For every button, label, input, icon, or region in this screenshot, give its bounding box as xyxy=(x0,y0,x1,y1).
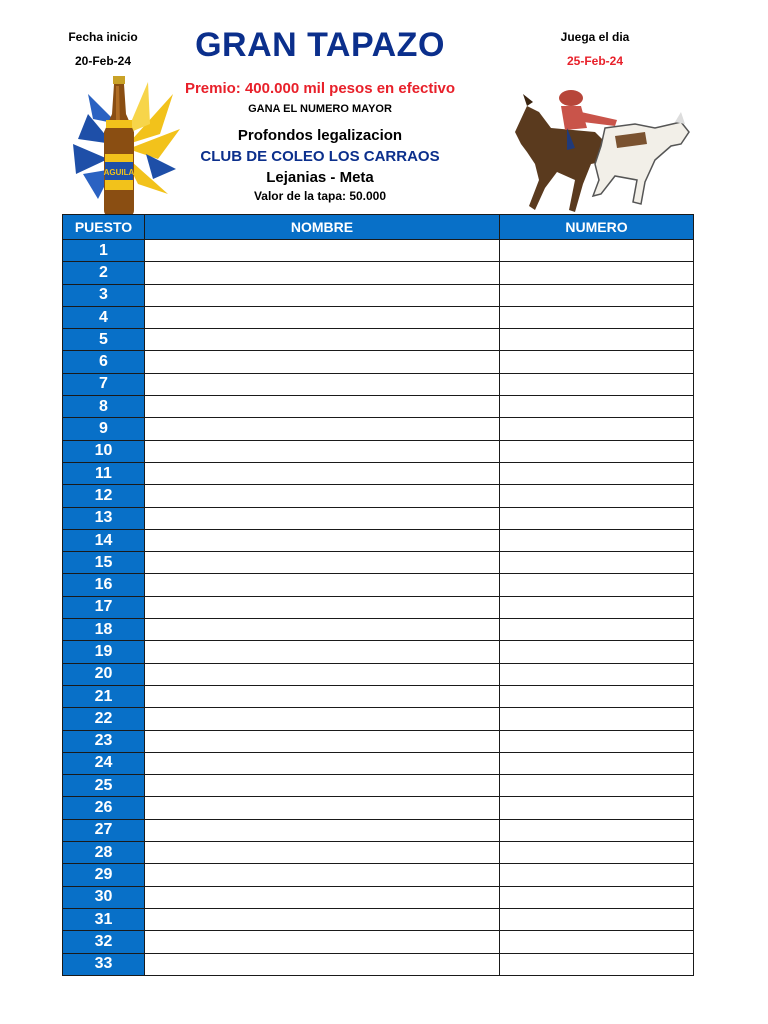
numero-cell[interactable] xyxy=(500,306,694,328)
numero-cell[interactable] xyxy=(500,886,694,908)
numero-cell[interactable] xyxy=(500,529,694,551)
numero-cell[interactable] xyxy=(500,462,694,484)
nombre-cell[interactable] xyxy=(145,329,500,351)
puesto-cell: 5 xyxy=(63,329,145,351)
nombre-cell[interactable] xyxy=(145,596,500,618)
puesto-cell: 20 xyxy=(63,663,145,685)
puesto-cell: 26 xyxy=(63,797,145,819)
nombre-cell[interactable] xyxy=(145,775,500,797)
puesto-cell: 33 xyxy=(63,953,145,975)
puesto-cell: 2 xyxy=(63,262,145,284)
table-row xyxy=(63,752,694,774)
nombre-cell[interactable] xyxy=(145,931,500,953)
puesto-cell: 28 xyxy=(63,842,145,864)
table-row xyxy=(63,329,694,351)
table-row xyxy=(63,351,694,373)
nombre-cell[interactable] xyxy=(145,351,500,373)
puesto-cell: 17 xyxy=(63,596,145,618)
coleo-rider-image xyxy=(505,84,691,214)
nombre-cell[interactable] xyxy=(145,552,500,574)
play-date-value: 25-Feb-24 xyxy=(566,54,624,68)
winner-rule-text: GANA EL NUMERO MAYOR xyxy=(248,103,392,115)
numero-cell[interactable] xyxy=(500,596,694,618)
fundraiser-purpose-text: Profondos legalizacion xyxy=(237,127,403,144)
page-title: GRAN TAPAZO xyxy=(195,26,445,64)
puesto-cell: 13 xyxy=(63,507,145,529)
nombre-cell[interactable] xyxy=(145,507,500,529)
numero-cell[interactable] xyxy=(500,240,694,262)
puesto-cell: 24 xyxy=(63,752,145,774)
column-header-puesto: PUESTO xyxy=(63,215,145,240)
numero-cell[interactable] xyxy=(500,440,694,462)
numero-cell[interactable] xyxy=(500,262,694,284)
club-name: CLUB DE COLEO LOS CARRAOS xyxy=(200,148,440,165)
table-row xyxy=(63,418,694,440)
table-row xyxy=(63,240,694,262)
numero-cell[interactable] xyxy=(500,396,694,418)
table-row xyxy=(63,507,694,529)
numero-cell[interactable] xyxy=(500,485,694,507)
puesto-cell: 31 xyxy=(63,908,145,930)
puesto-cell: 6 xyxy=(63,351,145,373)
numero-cell[interactable] xyxy=(500,619,694,641)
puesto-cell: 9 xyxy=(63,418,145,440)
nombre-cell[interactable] xyxy=(145,462,500,484)
nombre-cell[interactable] xyxy=(145,485,500,507)
beer-label-text: AGUILA xyxy=(103,168,135,177)
puesto-cell: 32 xyxy=(63,931,145,953)
table-row xyxy=(63,529,694,551)
puesto-cell: 19 xyxy=(63,641,145,663)
numero-cell[interactable] xyxy=(500,641,694,663)
puesto-cell: 30 xyxy=(63,886,145,908)
table-row xyxy=(63,708,694,730)
table-row xyxy=(63,396,694,418)
column-header-nombre: NOMBRE xyxy=(145,215,500,240)
prize-text: Premio: 400.000 mil pesos en efectivo xyxy=(184,80,456,97)
start-date-label: Fecha inicio xyxy=(68,30,138,44)
numero-cell[interactable] xyxy=(500,953,694,975)
nombre-cell[interactable] xyxy=(145,752,500,774)
puesto-cell: 1 xyxy=(63,240,145,262)
numero-cell[interactable] xyxy=(500,685,694,707)
puesto-cell: 16 xyxy=(63,574,145,596)
numero-cell[interactable] xyxy=(500,284,694,306)
puesto-cell: 4 xyxy=(63,306,145,328)
table-row xyxy=(63,306,694,328)
start-date-value: 20-Feb-24 xyxy=(74,54,132,68)
bull-shape xyxy=(593,112,689,204)
numero-cell[interactable] xyxy=(500,931,694,953)
nombre-cell[interactable] xyxy=(145,440,500,462)
numero-cell[interactable] xyxy=(500,373,694,395)
nombre-cell[interactable] xyxy=(145,641,500,663)
table-row xyxy=(63,730,694,752)
puesto-cell: 18 xyxy=(63,619,145,641)
puesto-cell: 8 xyxy=(63,396,145,418)
nombre-cell[interactable] xyxy=(145,262,500,284)
table-row xyxy=(63,908,694,930)
numero-cell[interactable] xyxy=(500,418,694,440)
nombre-cell[interactable] xyxy=(145,842,500,864)
nombre-cell[interactable] xyxy=(145,373,500,395)
table-row xyxy=(63,931,694,953)
numero-cell[interactable] xyxy=(500,842,694,864)
numero-cell[interactable] xyxy=(500,752,694,774)
nombre-cell[interactable] xyxy=(145,574,500,596)
puesto-cell: 21 xyxy=(63,685,145,707)
table-row xyxy=(63,663,694,685)
nombre-cell[interactable] xyxy=(145,306,500,328)
nombre-cell[interactable] xyxy=(145,886,500,908)
numero-cell[interactable] xyxy=(500,819,694,841)
bottle-shape xyxy=(104,76,134,216)
table-row xyxy=(63,641,694,663)
puesto-cell: 23 xyxy=(63,730,145,752)
location-text: Lejanias - Meta xyxy=(266,169,374,186)
nombre-cell[interactable] xyxy=(145,864,500,886)
table-row xyxy=(63,842,694,864)
nombre-cell[interactable] xyxy=(145,730,500,752)
numero-cell[interactable] xyxy=(500,663,694,685)
table-row xyxy=(63,775,694,797)
table-row xyxy=(63,262,694,284)
table-row xyxy=(63,685,694,707)
table-row xyxy=(63,574,694,596)
nombre-cell[interactable] xyxy=(145,708,500,730)
numero-cell[interactable] xyxy=(500,708,694,730)
numero-cell[interactable] xyxy=(500,574,694,596)
column-header-numero: NUMERO xyxy=(500,215,694,240)
numero-cell[interactable] xyxy=(500,730,694,752)
table-row xyxy=(63,485,694,507)
puesto-cell: 10 xyxy=(63,440,145,462)
table-header-row xyxy=(63,215,694,240)
table-row xyxy=(63,619,694,641)
nombre-cell[interactable] xyxy=(145,529,500,551)
numero-cell[interactable] xyxy=(500,775,694,797)
puesto-cell: 7 xyxy=(63,373,145,395)
play-date-label: Juega el dia xyxy=(560,30,630,44)
table-row xyxy=(63,552,694,574)
numero-cell[interactable] xyxy=(500,797,694,819)
nombre-cell[interactable] xyxy=(145,685,500,707)
numero-cell[interactable] xyxy=(500,864,694,886)
nombre-cell[interactable] xyxy=(145,819,500,841)
table-row xyxy=(63,440,694,462)
nombre-cell[interactable] xyxy=(145,619,500,641)
table-row xyxy=(63,596,694,618)
ticket-price-text: Valor de la tapa: 50.000 xyxy=(253,189,387,203)
table-row xyxy=(63,373,694,395)
puesto-cell: 12 xyxy=(63,485,145,507)
nombre-cell[interactable] xyxy=(145,418,500,440)
beer-bottle-image xyxy=(68,74,180,218)
numero-cell[interactable] xyxy=(500,552,694,574)
nombre-cell[interactable] xyxy=(145,797,500,819)
puesto-cell: 25 xyxy=(63,775,145,797)
numero-cell[interactable] xyxy=(500,329,694,351)
puesto-cell: 22 xyxy=(63,708,145,730)
nombre-cell[interactable] xyxy=(145,240,500,262)
numero-cell[interactable] xyxy=(500,507,694,529)
numero-cell[interactable] xyxy=(500,908,694,930)
nombre-cell[interactable] xyxy=(145,908,500,930)
puesto-cell: 14 xyxy=(63,529,145,551)
ticket-roster-table xyxy=(62,214,694,976)
puesto-cell: 29 xyxy=(63,864,145,886)
table-row xyxy=(63,797,694,819)
table-row xyxy=(63,886,694,908)
puesto-cell: 15 xyxy=(63,552,145,574)
nombre-cell[interactable] xyxy=(145,284,500,306)
table-row xyxy=(63,284,694,306)
table-row xyxy=(63,819,694,841)
nombre-cell[interactable] xyxy=(145,396,500,418)
puesto-cell: 11 xyxy=(63,462,145,484)
numero-cell[interactable] xyxy=(500,351,694,373)
table-body xyxy=(63,240,694,976)
nombre-cell[interactable] xyxy=(145,953,500,975)
table-row xyxy=(63,953,694,975)
table-row xyxy=(63,462,694,484)
table-row xyxy=(63,864,694,886)
puesto-cell: 27 xyxy=(63,819,145,841)
puesto-cell: 3 xyxy=(63,284,145,306)
nombre-cell[interactable] xyxy=(145,663,500,685)
